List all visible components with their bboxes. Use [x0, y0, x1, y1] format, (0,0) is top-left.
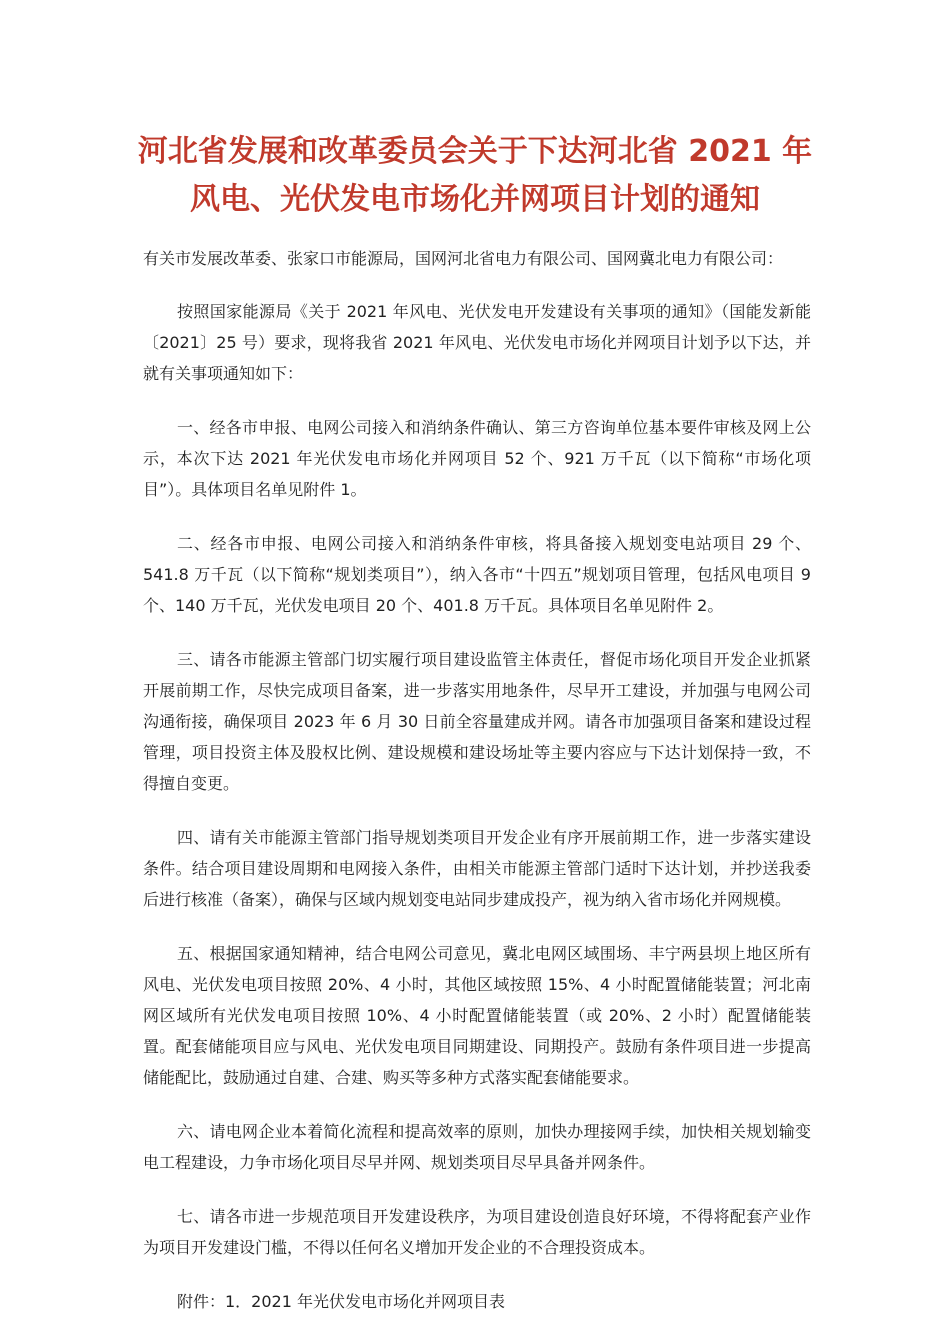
paragraph-item-7: 七、请各市进一步规范项目开发建设秩序，为项目建设创造良好环境，不得将配套产业作为项目开发建设门槛，不得以任何名义增加开发企业的不合理投资成本。	[143, 1207, 811, 1257]
paragraph-item-1: 一、经各市申报、电网公司接入和消纳条件确认、第三方咨询单位基本要件审核及网上公示，本次下达 2021 年光伏发电市场化并网项目 52 个、921 万千瓦（以下简称“市场化项目”）。具体项目名单见附件 1。	[143, 418, 811, 499]
attachment-line: 附件：1．2021 年光伏发电市场化并网项目表	[177, 1292, 505, 1311]
document-title	[100, 128, 850, 224]
paragraph-item-2: 二、经各市申报、电网公司接入和消纳条件审核，将具备接入规划变电站项目 29 个、541.8 万千瓦（以下简称“规划类项目”），纳入各市“十四五”规划项目管理，包括风电项目 9 个、140 万千瓦，光伏发电项目 20 个、401.8 万千瓦。具体项目名单见附件 2。	[143, 534, 811, 615]
paragraph-item-5: 五、根据国家通知精神，结合电网公司意见，冀北电网区域围场、丰宁两县坝上地区所有风电、光伏发电项目按照 20%、4 小时，其他区域按照 15%、4 小时配置储能装置；河北南网区域所有光伏发电项目按照 10%、4 小时配置储能装置（或 20%、2 小时）配置储能装置。配套储能项目应与风电、光伏发电项目同期建设、同期投产。鼓励有条件项目进一步提高储能配比，鼓励通过自建、合建、购买等多种方式落实配套储能要求。	[143, 944, 811, 1087]
paragraph-item-4: 四、请有关市能源主管部门指导规划类项目开发企业有序开展前期工作，进一步落实建设条件。结合项目建设周期和电网接入条件，由相关市能源主管部门适时下达计划，并抄送我委后进行核准（备案），确保与区域内规划变电站同步建成投产，视为纳入省市场化并网规模。	[143, 828, 811, 909]
paragraph-intro: 按照国家能源局《关于 2021 年风电、光伏发电开发建设有关事项的通知》（国能发新能〔2021〕25 号）要求，现将我省 2021 年风电、光伏发电市场化并网项目计划予以下达，并就有关事项通知如下：	[143, 302, 811, 383]
document-body	[143, 243, 811, 1340]
paragraph-item-3: 三、请各市能源主管部门切实履行项目建设监管主体责任，督促市场化项目开发企业抓紧开展前期工作，尽快完成项目备案，进一步落实用地条件，尽早开工建设，并加强与电网公司沟通衔接，确保项目 2023 年 6 月 30 日前全容量建成并网。请各市加强项目备案和建设过程管理，项目投资主体及股权比例、建设规模和建设场址等主要内容应与下达计划保持一致，不得擅自变更。	[143, 650, 811, 793]
title-line-1: 河北省发展和改革委员会关于下达河北省 2021 年	[137, 134, 813, 169]
recipients-line: 有关市发展改革委、张家口市能源局，国网河北省电力有限公司、国网冀北电力有限公司：	[143, 249, 784, 268]
title-line-2: 风电、光伏发电市场化并网项目计划的通知	[190, 182, 760, 217]
paragraph-item-6: 六、请电网企业本着简化流程和提高效率的原则，加快办理接网手续，加快相关规划输变电工程建设，力争市场化项目尽早并网、规划类项目尽早具备并网条件。	[143, 1122, 811, 1172]
